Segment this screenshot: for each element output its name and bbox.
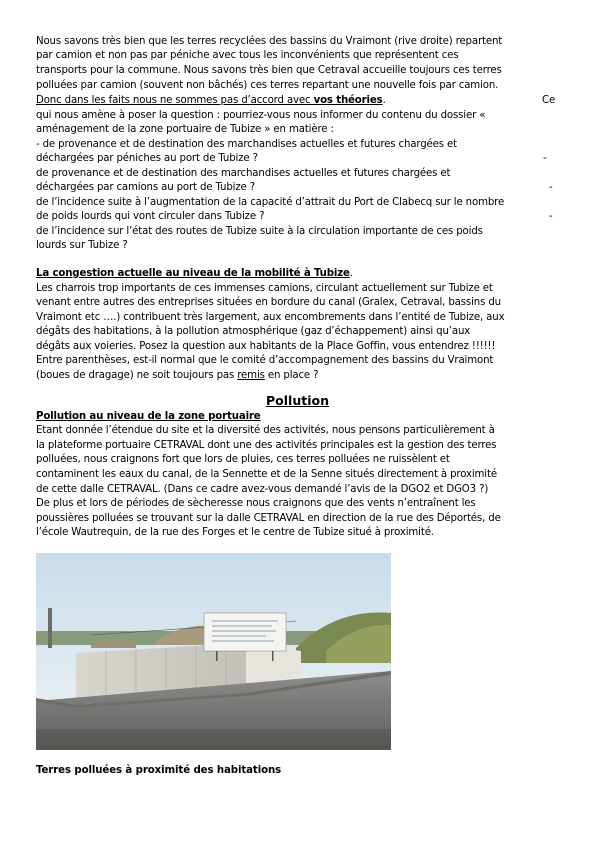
dash-marker: - bbox=[543, 153, 547, 164]
congestion-line: Entre parenthèses, est-il normal que le comité d’accompagnement des bassins du Vraimont bbox=[36, 355, 494, 366]
pollution-subtitle-line bbox=[36, 410, 556, 424]
congestion-text: (boues de dragage) ne soit toujours pas bbox=[36, 370, 238, 381]
pollution-line: la plateforme portuaire CETRAVAL dont une des activités principales est la gestion des terres bbox=[36, 440, 497, 451]
question-line bbox=[36, 181, 556, 195]
congestion-line bbox=[36, 369, 556, 383]
question-line: de l’incidence sur l’état des routes de Tubize suite à la circulation importante de ces poids bbox=[36, 226, 483, 237]
congestion-line: venant entre autres des entreprises situées en bordure du canal (Gralex, Cetraval, bassins du bbox=[36, 297, 501, 308]
question-line: de provenance et de destination des marchandises actuelles et futures chargées et bbox=[36, 168, 451, 179]
pollution-line: contaminent les eaux du canal, de la Sennette et de la Senne situés directement à proximité bbox=[36, 469, 497, 480]
question-line: aménagement de la zone portuaire de Tubize » en matière : bbox=[36, 124, 334, 135]
question-line: qui nous amène à poser la question : pourriez-vous nous informer du contenu du dossier « bbox=[36, 110, 486, 121]
disagree-bold: vos théories bbox=[313, 95, 383, 106]
pollution-line: De plus et lors de périodes de sècheresse nous craignons que des vents n’entraînent les bbox=[36, 498, 476, 509]
remis-link: remis bbox=[237, 370, 265, 381]
pollution-line: de cette dalle CETRAVAL. (Dans ce cadre avez-vous demandé l’avis de la DGO2 et DGO3 ?) bbox=[36, 484, 489, 495]
question-line bbox=[36, 210, 556, 224]
question-line: - de provenance et de destination des marchandises actuelles et futures chargées et bbox=[36, 139, 457, 150]
intro-line: polluées par camion (souvent non bâchés) ces terres repartant une nouvelle fois par camion. bbox=[36, 80, 499, 91]
congestion-line: Les charrois trop importants de ces immenses camions, circulant actuellement sur Tubize et bbox=[36, 283, 493, 294]
disagree-line bbox=[36, 94, 556, 108]
congestion-text-end: en place ? bbox=[264, 370, 319, 381]
question-line: de l’incidence suite à l’augmentation de la capacité d’attrait du Port de Clabecq sur le nombre bbox=[36, 197, 505, 208]
dash-marker: - bbox=[549, 211, 553, 222]
congestion-line: dégâts des habitations, à la pollution atmosphérique (gaz d’échappement) ainsi qu’aux bbox=[36, 326, 471, 337]
pollution-subtitle: Pollution au niveau de la zone portuaire bbox=[36, 411, 261, 422]
pollution-line: l’école Wautrequin, de la rue des Forges et le centre de Tubize situé à proximité. bbox=[36, 527, 434, 538]
pollution-line: polluées, nous craignons fort que lors de pluies, ces terres polluées ne ruissèlent et bbox=[36, 454, 450, 465]
question-text: déchargées par camions au port de Tubize ? bbox=[36, 182, 255, 193]
pollution-line: poussières polluées se trouvant sur la dalle CETRAVAL en direction de la rue des Déportés, de bbox=[36, 513, 501, 524]
dash-marker: - bbox=[549, 182, 553, 193]
disagree-text: Donc dans les faits nous ne sommes pas d’accord avec bbox=[36, 95, 314, 106]
intro-line: transports pour la commune. Nous savons très bien que Cetraval accueille toujours ces terres bbox=[36, 65, 502, 76]
congestion-line: dégâts aux voieries. Posez la question aux habitants de la Place Goffin, vous entendrez !!!!!! bbox=[36, 341, 496, 352]
intro-line: Nous savons très bien que les terres recyclées des bassins du Vraimont (rive droite) repartent bbox=[36, 36, 503, 47]
question-text: déchargées par péniches au port de Tubize ? bbox=[36, 153, 258, 164]
pollution-heading: Pollution bbox=[266, 393, 329, 408]
congestion-title-line bbox=[36, 267, 556, 281]
site-photo bbox=[36, 553, 391, 750]
congestion-title-end: . bbox=[349, 268, 353, 279]
congestion-line: Vraimont etc ….) contribuent très largement, aux encombrements dans l’entité de Tubize, aux bbox=[36, 312, 505, 323]
pollution-line: Etant donnée l’étendue du site et la diversité des activités, nous pensons particulièrement à bbox=[36, 425, 495, 436]
question-line: lourds sur Tubize ? bbox=[36, 240, 128, 251]
question-text: de poids lourds qui vont circuler dans Tubize ? bbox=[36, 211, 265, 222]
photo-caption: Terres polluées à proximité des habitations bbox=[36, 765, 282, 776]
intro-line: par camion et non pas par péniche avec tous les inconvénients que représentent ces bbox=[36, 50, 459, 61]
question-line bbox=[36, 152, 556, 166]
disagree-end: . bbox=[382, 95, 386, 106]
disagree-right: Ce bbox=[542, 95, 556, 106]
congestion-title: La congestion actuelle au niveau de la mobilité à Tubize bbox=[36, 268, 350, 279]
